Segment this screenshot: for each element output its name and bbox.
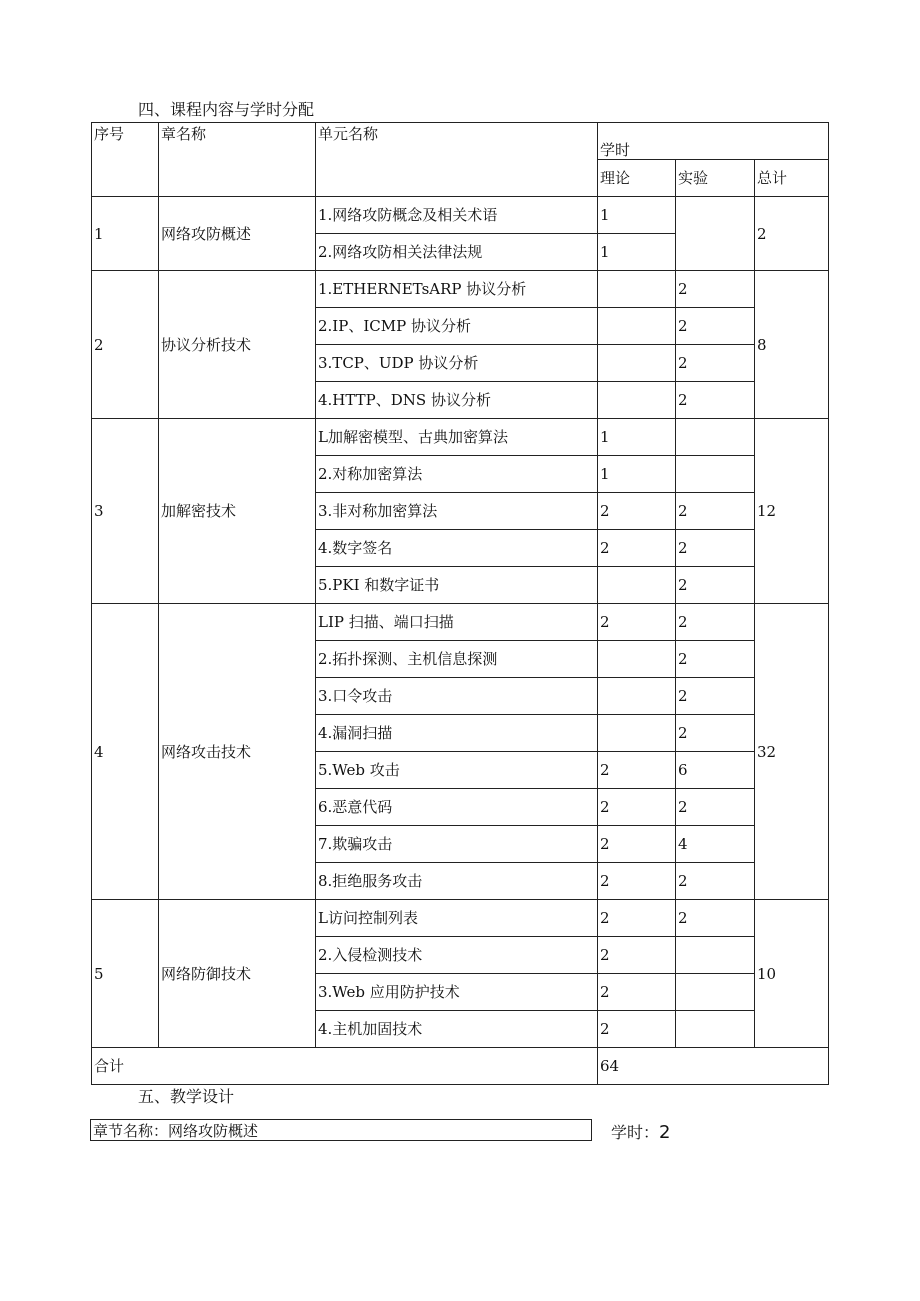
unit-name: 2.拓扑探测、主机信息探测: [316, 641, 598, 678]
unit-name: LIP 扫描、端口扫描: [316, 604, 598, 641]
unit-theory-hours: [598, 641, 676, 678]
unit-lab-hours: 2: [676, 789, 755, 826]
unit-theory-hours: [598, 678, 676, 715]
unit-name: 2.网络攻防相关法律法规: [316, 234, 598, 271]
unit-lab-hours: 2: [676, 900, 755, 937]
unit-lab-hours: 2: [676, 345, 755, 382]
unit-name: 3.Web 应用防护技术: [316, 974, 598, 1011]
unit-name: 4.数字签名: [316, 530, 598, 567]
unit-lab-hours: 2: [676, 493, 755, 530]
chapter-seq: 2: [92, 271, 159, 419]
unit-name: 7.欺骗攻击: [316, 826, 598, 863]
unit-lab-hours: [676, 937, 755, 974]
summary-row: [92, 1048, 829, 1085]
hours-value: 2: [659, 1122, 671, 1143]
unit-theory-hours: 2: [598, 604, 676, 641]
header-total: 总计: [755, 160, 829, 197]
hours-label: 学时：: [611, 1123, 660, 1142]
unit-theory-hours: 2: [598, 530, 676, 567]
chapter-total-hours: 32: [755, 604, 829, 900]
unit-theory-hours: 2: [598, 900, 676, 937]
chapter-total-hours: 12: [755, 419, 829, 604]
unit-theory-hours: 2: [598, 974, 676, 1011]
unit-theory-hours: 2: [598, 826, 676, 863]
table-row: [92, 900, 829, 937]
unit-lab-hours: 2: [676, 530, 755, 567]
chapter-total-hours: 8: [755, 271, 829, 419]
unit-name: 8.拒绝服务攻击: [316, 863, 598, 900]
unit-name: 6.恶意代码: [316, 789, 598, 826]
chapter-name: 网络防御技术: [159, 900, 316, 1048]
unit-lab-hours: 2: [676, 715, 755, 752]
unit-theory-hours: [598, 308, 676, 345]
unit-name: 5.PKI 和数字证书: [316, 567, 598, 604]
unit-name: L加解密模型、古典加密算法: [316, 419, 598, 456]
table-row: [92, 271, 829, 308]
unit-name: 3.口令攻击: [316, 678, 598, 715]
header-unit: 单元名称: [316, 123, 598, 197]
header-seq: 序号: [92, 123, 159, 197]
unit-name: 2.IP、ICMP 协议分析: [316, 308, 598, 345]
unit-name: 1.ETHERNETsARP 协议分析: [316, 271, 598, 308]
unit-lab-hours: 2: [676, 604, 755, 641]
unit-theory-hours: [598, 382, 676, 419]
unit-lab-hours: 2: [676, 382, 755, 419]
unit-theory-hours: 1: [598, 456, 676, 493]
unit-name: 2.入侵检测技术: [316, 937, 598, 974]
unit-theory-hours: [598, 715, 676, 752]
hours-field: [611, 1122, 670, 1144]
unit-name: 3.非对称加密算法: [316, 493, 598, 530]
unit-name: 1.网络攻防概念及相关术语: [316, 197, 598, 234]
chapter-name: 加解密技术: [159, 419, 316, 604]
unit-lab-hours: 2: [676, 308, 755, 345]
unit-theory-hours: 2: [598, 752, 676, 789]
unit-name: L访问控制列表: [316, 900, 598, 937]
table-row: [92, 604, 829, 641]
unit-theory-hours: 2: [598, 789, 676, 826]
unit-theory-hours: [598, 271, 676, 308]
unit-theory-hours: 2: [598, 1011, 676, 1048]
course-hours-table: [91, 122, 829, 1085]
unit-lab-hours: [676, 197, 755, 271]
unit-name: 5.Web 攻击: [316, 752, 598, 789]
unit-lab-hours: [676, 419, 755, 456]
unit-theory-hours: 1: [598, 197, 676, 234]
unit-lab-hours: 2: [676, 567, 755, 604]
section-5-title: 五、教学设计: [138, 1087, 235, 1106]
unit-name: 4.漏洞扫描: [316, 715, 598, 752]
unit-lab-hours: 2: [676, 271, 755, 308]
unit-theory-hours: [598, 567, 676, 604]
unit-lab-hours: 2: [676, 641, 755, 678]
unit-theory-hours: 2: [598, 937, 676, 974]
chapter-name: 网络攻防概述: [159, 197, 316, 271]
unit-lab-hours: 2: [676, 863, 755, 900]
summary-value: 64: [598, 1048, 829, 1085]
unit-lab-hours: 6: [676, 752, 755, 789]
header-theory: 理论: [598, 160, 676, 197]
chapter-name-field: 章节名称：网络攻防概述: [90, 1119, 592, 1141]
unit-theory-hours: 1: [598, 419, 676, 456]
chapter-seq: 4: [92, 604, 159, 900]
unit-theory-hours: 2: [598, 493, 676, 530]
unit-theory-hours: 1: [598, 234, 676, 271]
chapter-seq: 5: [92, 900, 159, 1048]
unit-name: 4.主机加固技术: [316, 1011, 598, 1048]
chapter-total-hours: 2: [755, 197, 829, 271]
summary-label: 合计: [92, 1048, 598, 1085]
chapter-seq: 3: [92, 419, 159, 604]
chapter-name: 协议分析技术: [159, 271, 316, 419]
unit-theory-hours: [598, 345, 676, 382]
unit-name: 2.对称加密算法: [316, 456, 598, 493]
chapter-seq: 1: [92, 197, 159, 271]
unit-name: 3.TCP、UDP 协议分析: [316, 345, 598, 382]
unit-lab-hours: [676, 974, 755, 1011]
section-4-title: 四、课程内容与学时分配: [138, 100, 315, 119]
unit-lab-hours: 4: [676, 826, 755, 863]
chapter-name: 网络攻击技术: [159, 604, 316, 900]
header-hours: 学时: [598, 123, 829, 160]
unit-theory-hours: 2: [598, 863, 676, 900]
table-row: [92, 419, 829, 456]
unit-lab-hours: [676, 1011, 755, 1048]
header-lab: 实验: [676, 160, 755, 197]
unit-lab-hours: [676, 456, 755, 493]
table-row: [92, 197, 829, 234]
header-chapter: 章名称: [159, 123, 316, 197]
unit-name: 4.HTTP、DNS 协议分析: [316, 382, 598, 419]
chapter-total-hours: 10: [755, 900, 829, 1048]
unit-lab-hours: 2: [676, 678, 755, 715]
